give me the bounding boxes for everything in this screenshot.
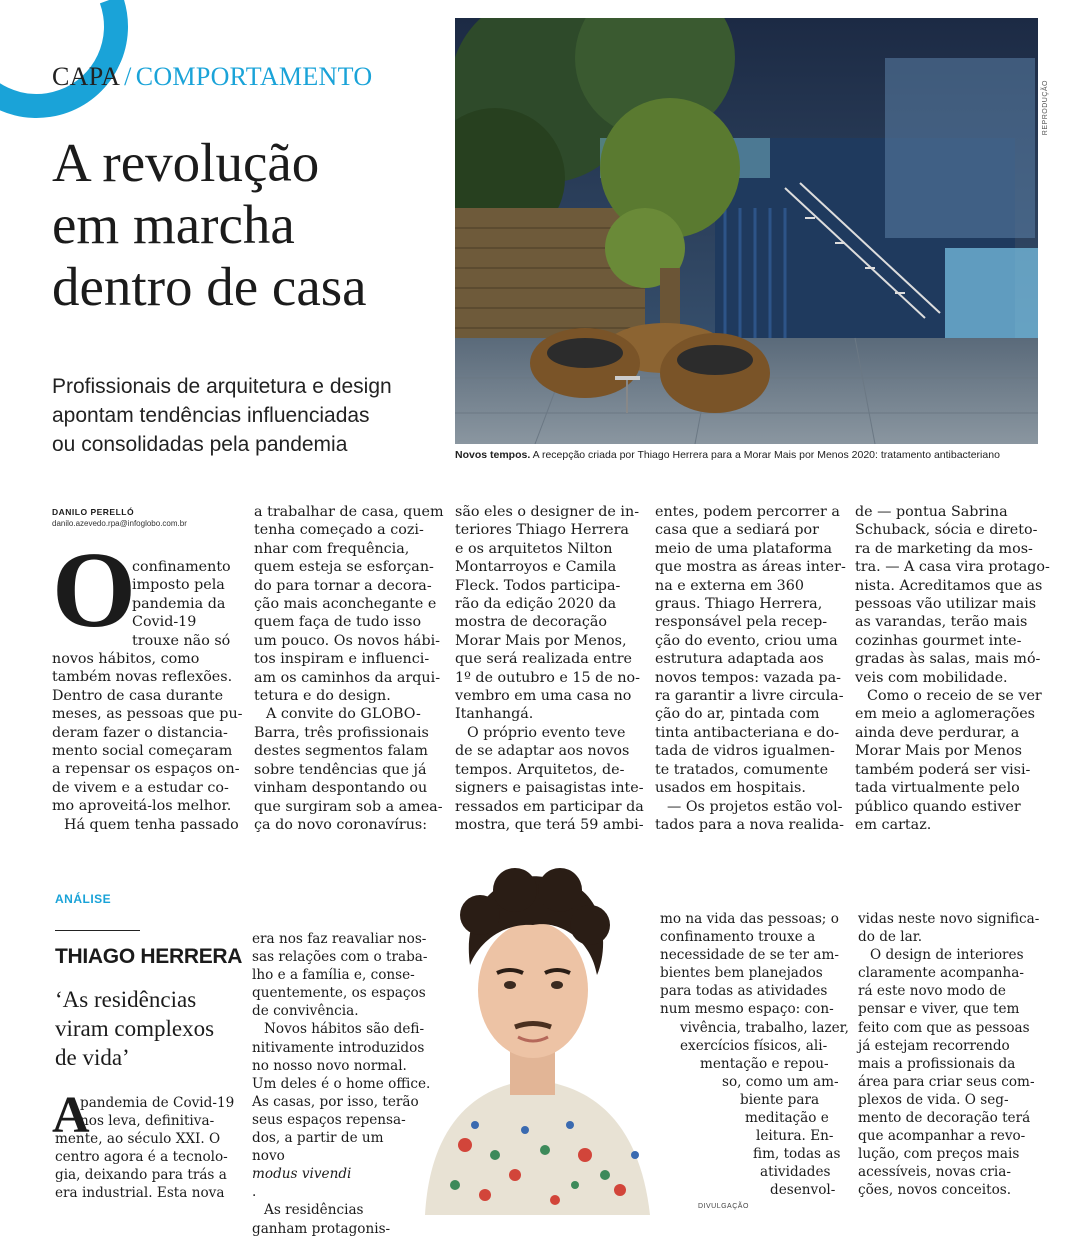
text-line: desenvol-	[770, 1182, 836, 1199]
text-line: mo na vida das pessoas; o	[660, 911, 839, 927]
text-line: As casas, por isso, terão	[252, 1093, 419, 1110]
text-line: modus vivendi	[252, 1166, 352, 1183]
text-line: de — pontua Sabrina	[855, 504, 1008, 520]
text-line: mentação e repou-	[700, 1055, 829, 1072]
text-line: meditação e	[745, 1110, 829, 1127]
text-line: são eles o designer de in-	[455, 504, 640, 520]
text-line: ções, novos conceitos.	[858, 1182, 1012, 1199]
text-line: nitivamente introduzidos	[252, 1039, 425, 1056]
text-line: tinta antibacteriana e do-	[655, 724, 840, 741]
text-line: As residências	[264, 1202, 364, 1219]
text-line: acessíveis, novas cria-	[858, 1164, 1011, 1181]
text-line: exercícios físicos, ali-	[680, 1037, 828, 1054]
headline-line: em marcha	[52, 194, 295, 255]
text-line: ção mais aconchegante e	[254, 596, 437, 613]
text-line: tra. — A casa vira protago-	[855, 559, 1050, 576]
text-line: usados em hospitais.	[655, 780, 806, 797]
text-line: plexos de vida. O seg-	[858, 1091, 1009, 1108]
text-line: claramente acompanha-	[858, 965, 1024, 982]
photo-caption	[455, 449, 1055, 461]
text-line: ‘As residências	[55, 987, 197, 1012]
drop-cap: O	[52, 531, 137, 650]
text-line: vivência, trabalho, lazer,	[680, 1019, 849, 1036]
text-line: am os caminhos da arqui-	[254, 669, 441, 686]
deck-line: ou consolidadas pela pandemia	[52, 433, 348, 456]
text-line: tempos. Arquitetos, de-	[455, 761, 625, 778]
text-line: biente para	[740, 1091, 820, 1108]
deck-line: apontam tendências influenciadas	[52, 404, 370, 427]
text-line: dos, a partir de um	[252, 1130, 384, 1147]
analysis-column-1	[55, 1094, 240, 1203]
text-line: ganham protagonis-	[252, 1220, 391, 1237]
text-line: para todas as atividades	[660, 983, 828, 1000]
byline-email: danilo.azevedo.rpa@infoglobo.com.br	[52, 519, 187, 528]
text-line: CAPA	[52, 62, 121, 91]
text-line: meio de uma plataforma	[655, 540, 833, 557]
text-line: rá este novo modo de	[858, 983, 1006, 1000]
text-line: mostra de decoração	[455, 614, 608, 631]
text-line: ra garantir a livre circula-	[655, 688, 844, 705]
text-line: rão da edição 2020 da	[455, 596, 617, 613]
text-line: — Os projetos estão vol-	[667, 798, 843, 815]
text-line: que será realizada entre	[455, 651, 633, 668]
deck-line: Profissionais de arquitetura e design	[52, 375, 392, 398]
text-line: signers e paisagistas inte-	[455, 780, 644, 797]
analysis-label: ANÁLISE	[55, 892, 112, 906]
text-line: estrutura adaptada aos	[655, 651, 824, 668]
text-line: entes, podem percorrer a	[655, 504, 840, 520]
text-line: que mostra as áreas inter-	[655, 559, 846, 576]
text-line: mais a profissionais da	[858, 1055, 1016, 1072]
text-line: quem esteja se esforçan-	[254, 559, 434, 576]
text-line: cozinhas gourmet inte-	[855, 632, 1022, 649]
text-line: lho e a família e, conse-	[252, 967, 415, 984]
text-line: COMPORTAMENTO	[135, 62, 373, 91]
text-line: Morar Mais por Menos	[855, 743, 1022, 760]
text-line: A convite do GLOBO-	[266, 706, 421, 723]
reception-photo	[455, 18, 1038, 444]
text-line: Novos tempos.	[455, 449, 531, 461]
text-line: no nosso novo normal.	[252, 1057, 407, 1074]
text-line: necessidade de se ter am-	[660, 947, 839, 964]
text-line: .	[252, 1184, 257, 1201]
text-line: O próprio evento teve	[467, 724, 626, 741]
text-line: ainda deve perdurar, a	[855, 724, 1020, 741]
text-line: Barra, três profissionais	[254, 724, 429, 741]
text-line: pandemia da	[132, 595, 226, 612]
text-line: mente, ao século XXI. O	[55, 1131, 221, 1148]
text-line: gradas às salas, mais mó-	[855, 651, 1041, 668]
text-line: Dentro de casa durante	[52, 687, 224, 704]
text-line: em cartaz.	[855, 816, 932, 833]
article-column-4	[655, 503, 846, 834]
text-line: centro agora é a tecnolo-	[55, 1149, 228, 1166]
text-line: seus espaços repensa-	[252, 1111, 406, 1128]
text-line: era nos faz reavaliar nos-	[252, 931, 427, 947]
text-line: de convivência.	[252, 1003, 359, 1020]
text-line: as varandas, terão mais	[855, 614, 1028, 631]
text-line: confinamento trouxe a	[660, 929, 816, 946]
text-line: ressados em participar da	[455, 798, 644, 815]
text-line: que acompanhar a revo-	[858, 1128, 1026, 1145]
text-line: leitura. En-	[756, 1128, 834, 1145]
text-line: tetura e do design.	[254, 688, 391, 705]
analysis-column-4	[858, 910, 1048, 1200]
text-line: meses, as pessoas que pu-	[52, 706, 243, 723]
text-line: viram complexos	[55, 1016, 215, 1041]
text-line: um pouco. Os novos hábi-	[254, 632, 440, 649]
byline-name: DANILO PERELLÓ	[52, 507, 135, 517]
text-line: vinham despontando ou	[254, 780, 428, 797]
author-portrait	[405, 855, 660, 1215]
text-line: tos inspiram e influenci-	[254, 651, 430, 668]
text-line: Covid-19	[132, 614, 197, 631]
text-line: tada de vidros igualmen-	[655, 743, 835, 760]
text-line: O design de interiores	[870, 947, 1024, 964]
text-line: novos tempos: vazada pa-	[655, 669, 841, 686]
text-line: imposto pela	[132, 577, 225, 594]
analysis-author: THIAGO HERRERA	[55, 945, 243, 968]
text-line: veis com mobilidade.	[855, 669, 1008, 686]
text-line: fim, todas as	[753, 1146, 841, 1163]
text-line: ça do novo coronavírus:	[254, 816, 428, 833]
text-line: confinamento	[132, 559, 231, 575]
portrait-credit: DIVULGAÇÃO	[698, 1203, 749, 1210]
photo-credit: REPRODUÇÃO	[1042, 80, 1049, 136]
text-line: mostra, que terá 59 ambi-	[455, 816, 644, 833]
headline-line: dentro de casa	[52, 256, 367, 317]
text-line: tados para a nova realida-	[655, 816, 844, 833]
text-line: público quando estiver	[855, 798, 1021, 815]
text-line: Como o receio de se ver	[867, 688, 1042, 705]
text-line: já estejam recorrendo	[858, 1037, 1010, 1054]
text-line: também novas reflexões.	[52, 669, 233, 686]
article-column-5	[855, 503, 1050, 834]
text-line: sas relações com o traba-	[252, 949, 428, 966]
text-line: tada virtualmente pelo	[855, 780, 1020, 797]
text-line: do de lar.	[858, 929, 923, 946]
text-line: nista. Acreditamos que as	[855, 577, 1043, 594]
text-line: quentemente, os espaços	[252, 985, 426, 1002]
text-line: era industrial. Esta nova	[55, 1185, 225, 1202]
text-line: e os arquitetos Nilton	[455, 540, 613, 557]
article-column-2	[254, 503, 444, 834]
text-line: A recepção criada por Thiago Herrera para a Morar Mais por Menos 2020: tratamento antibacteriano	[530, 449, 1000, 461]
text-line: lução, com preços mais	[858, 1146, 1020, 1163]
text-line: ra de marketing da mos-	[855, 540, 1033, 557]
text-line: a repensar os espaços on-	[52, 761, 240, 778]
text-line: mento de decoração terá	[858, 1110, 1031, 1127]
section-label	[52, 62, 372, 92]
headline-line: A revolução	[52, 132, 320, 193]
text-line: 1º de outubro e 15 de no-	[455, 669, 640, 686]
text-line: também poderá ser visi-	[855, 761, 1031, 778]
text-line: Schuback, sócia e direto-	[855, 522, 1038, 539]
article-column-1	[52, 558, 243, 834]
text-line: que surgiram sob a amea-	[254, 798, 443, 815]
text-line: de vida’	[55, 1045, 130, 1070]
analysis-column-3	[660, 910, 849, 1200]
text-line: mo aproveitá-los melhor.	[52, 798, 232, 815]
text-line: do para tornar a decora-	[254, 577, 432, 594]
text-line: Há quem tenha passado	[64, 816, 239, 833]
text-line: pandemia de Covid-19	[80, 1095, 235, 1111]
text-line: pessoas vão utilizar mais	[855, 596, 1037, 613]
divider	[55, 930, 140, 931]
text-line: de vivem e a estudar co-	[52, 779, 229, 796]
text-line: área para criar seus com-	[858, 1073, 1035, 1090]
text-line: deram fazer o distancia-	[52, 724, 228, 741]
text-line: bientes bem planejados	[660, 965, 823, 982]
analysis-drop-cap: A	[52, 1087, 90, 1144]
text-line: mento social começaram	[52, 743, 233, 760]
text-line: Morar Mais por Menos,	[455, 632, 627, 649]
text-line: trouxe não só	[132, 632, 231, 649]
text-line: Um deles é o home office.	[252, 1075, 431, 1092]
text-line: Itanhangá.	[455, 706, 534, 723]
headline	[52, 132, 452, 318]
text-line: tenha começado a cozi-	[254, 522, 424, 539]
text-line: teriores Thiago Herrera	[455, 522, 629, 539]
text-line: responsável pela recep-	[655, 614, 828, 631]
text-line: gia, deixando para trás a	[55, 1167, 227, 1184]
deck	[52, 372, 432, 459]
text-line: Fleck. Todos participa-	[455, 577, 621, 594]
text-line: Novos hábitos são defi-	[264, 1021, 425, 1038]
analysis-quote	[55, 985, 255, 1072]
text-line: te tratados, comumente	[655, 761, 829, 778]
text-line: vidas neste novo significa-	[858, 911, 1040, 927]
text-line: /	[124, 62, 132, 91]
text-line: a trabalhar de casa, quem	[254, 504, 444, 520]
text-line: em meio a aglomerações	[855, 706, 1036, 723]
text-line: novos hábitos, como	[52, 651, 200, 668]
text-line: de se adaptar aos novos	[455, 743, 630, 760]
text-line: sobre tendências que já	[254, 761, 427, 778]
text-line: vembro em uma casa no	[455, 688, 632, 705]
text-line: num mesmo espaço: con-	[660, 1001, 834, 1018]
text-line: ção do evento, criou uma	[655, 632, 838, 649]
text-line: casa que a sediará por	[655, 522, 819, 539]
text-line: so, como um am-	[722, 1073, 839, 1090]
text-line: graus. Thiago Herrera,	[655, 596, 823, 613]
text-line: atividades	[760, 1164, 831, 1181]
text-line: destes segmentos falam	[254, 743, 428, 760]
text-line: Montarroyos e Camila	[455, 559, 617, 576]
text-line: feito com que as pessoas	[858, 1019, 1030, 1036]
text-line: pensar e viver, que tem	[858, 1001, 1020, 1018]
text-line: nhar com frequência,	[254, 540, 410, 557]
article-column-3	[455, 503, 644, 834]
text-line: ção do ar, pintada com	[655, 706, 820, 723]
text-line: na e externa em 360	[655, 577, 804, 594]
text-line: nos leva, definitiva-	[80, 1113, 215, 1130]
text-line: novo	[252, 1148, 285, 1165]
text-line: quem faça de tudo isso	[254, 614, 422, 631]
